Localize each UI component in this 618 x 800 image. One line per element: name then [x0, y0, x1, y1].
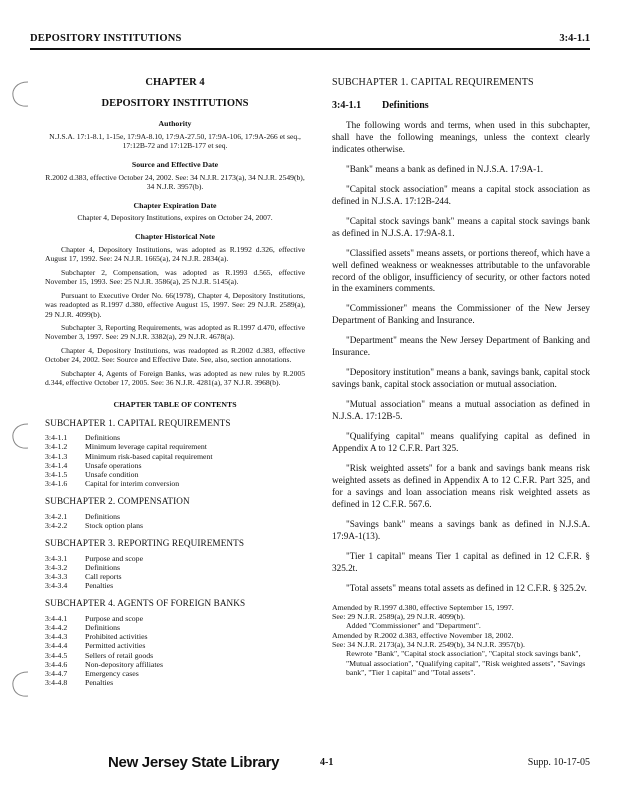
- toc-entry-number: 3:4-3.3: [45, 572, 68, 582]
- toc-subchapter-heading: SUBCHAPTER 4. AGENTS OF FOREIGN BANKS: [45, 598, 246, 609]
- toc-entry-number: 3:4-1.3: [45, 451, 68, 461]
- toc-entry-title: Penalties: [85, 581, 114, 591]
- amendment-line: Amended by R.2002 d.383, effective November 18, 2002.: [332, 630, 514, 640]
- toc-entry-number: 3:4-1.5: [45, 469, 68, 479]
- toc-entry-number: 3:4-4.1: [45, 613, 68, 623]
- toc-entry-number: 3:4-3.4: [45, 581, 68, 591]
- supplement-date: Supp. 10-17-05: [527, 757, 590, 768]
- punch-hole-mark: [8, 668, 34, 700]
- toc-entry-title: Permitted activities: [85, 641, 146, 651]
- library-stamp: New Jersey State Library: [108, 754, 280, 771]
- toc-entry-title: Definitions: [85, 623, 121, 633]
- toc-subchapter: [45, 538, 305, 590]
- toc-subchapter-heading: SUBCHAPTER 2. COMPENSATION: [45, 496, 190, 507]
- definition-paragraph: "Department" means the New Jersey Department of Banking and Insurance.: [332, 335, 590, 358]
- authority-heading: Authority: [158, 119, 192, 129]
- history-note: Subchapter 3, Reporting Requirements, was adopted as R.1997 d.470, effective November 3, 1997. See: 29 N.J.R. 3382(a), 29 N.J.R. 4678(a).: [45, 323, 305, 342]
- toc-entry-number: 3:4-4.8: [45, 678, 68, 688]
- header-rule: [30, 48, 590, 50]
- toc-entry-number: 3:4-3.2: [45, 562, 68, 572]
- header-section: 3:4-1.1: [559, 33, 590, 44]
- amendment-notes: [332, 603, 590, 678]
- subchapter-heading: SUBCHAPTER 1. CAPITAL REQUIREMENTS: [332, 77, 534, 88]
- definition-paragraph: "Total assets" means total assets as defined in 12 C.F.R. § 325.2v.: [346, 582, 587, 593]
- definition-paragraph: "Capital stock association" means a capital stock association as defined in N.J.S.A. 17:12B-244.: [332, 183, 590, 206]
- punch-hole-mark: [8, 78, 34, 110]
- toc-entry-number: 3:4-4.7: [45, 669, 68, 679]
- toc-entry-number: 3:4-4.4: [45, 641, 68, 651]
- toc-entry: [45, 470, 305, 479]
- toc-entry: [45, 461, 305, 470]
- page-footer: [30, 754, 590, 774]
- page-number: 4-1: [320, 757, 334, 768]
- toc-entry-title: Penalties: [85, 678, 114, 688]
- definition-paragraph: "Mutual association" means a mutual association as defined in N.J.S.A. 17:12B-5.: [332, 399, 590, 422]
- toc-entry: [45, 479, 305, 488]
- toc-entry-title: Call reports: [85, 572, 122, 582]
- toc-entry: [45, 563, 305, 572]
- toc-entry: [45, 442, 305, 451]
- toc-entry-title: Purpose and scope: [85, 553, 144, 563]
- toc-subchapter: [45, 418, 305, 489]
- definition-paragraph: "Bank" means a bank as defined in N.J.S.A. 17:9A-1.: [346, 163, 544, 174]
- header-title: DEPOSITORY INSTITUTIONS: [30, 33, 182, 44]
- toc-entry-title: Definitions: [85, 433, 121, 443]
- expiration-heading: Chapter Expiration Date: [133, 200, 217, 210]
- toc-entry-number: 3:4-4.2: [45, 623, 68, 633]
- toc-subchapter-heading: SUBCHAPTER 3. REPORTING REQUIREMENTS: [45, 538, 245, 549]
- toc-entry-title: Minimum leverage capital requirement: [85, 442, 207, 452]
- toc-entry: [45, 660, 305, 669]
- right-column: [332, 70, 590, 677]
- toc-entry: [45, 572, 305, 581]
- authority-text: N.J.S.A. 17:1-8.1, 1-15e, 17:9A-8.10, 17:9A-27.50, 17:9A-106, 17:9A-266 et seq., 17:12B-72 and 17:12B-177 et seq.: [49, 131, 301, 151]
- amendment-line: Rewrote "Bank", "Capital stock association", "Capital stock savings bank", "Mutual association", "Qualifying capital", "Risk weighted assets", "Savings bank", "Tier 1 capital" and "Total assets".: [346, 649, 586, 677]
- punch-hole-mark: [8, 420, 34, 452]
- toc-entry: [45, 433, 305, 442]
- toc-entry-title: Unsafe condition: [85, 469, 139, 479]
- toc-entry-title: Definitions: [85, 511, 121, 521]
- history-note: Pursuant to Executive Order No. 66(1978), Chapter 4, Depository Institutions, was readopted as R.1997 d.380, effective August 15, 1997. See: 29 N.J.R. 2589(a), 29 N.J.R. 4099(b).: [45, 290, 305, 319]
- left-column: [45, 70, 305, 687]
- toc-entry: [45, 581, 305, 590]
- section-number: 3:4-1.1: [332, 100, 362, 111]
- history-note: Subchapter 2, Compensation, was adopted as R.1993 d.565, effective November 15, 1993. See: 25 N.J.R. 3586(a), 25 N.J.R. 5145(a).: [45, 267, 305, 287]
- running-header: [30, 33, 590, 47]
- definition-paragraph: "Classified assets" means assets, or portions thereof, which have a well defined weakness or weaknesses attributable to the unfavorable record of the obligor, insufficiency of security, or other factors noted in the examiners comments.: [332, 247, 590, 294]
- toc-entry-title: Capital for interim conversion: [85, 479, 180, 489]
- toc-entry-title: Unsafe operations: [85, 460, 142, 470]
- toc-entry-number: 3:4-2.2: [45, 520, 68, 530]
- toc-entry-title: Definitions: [85, 562, 121, 572]
- toc-entry-number: 3:4-4.3: [45, 632, 68, 642]
- toc-entry-number: 3:4-4.6: [45, 659, 68, 669]
- toc-entry: [45, 554, 305, 563]
- toc-entry-title: Minimum risk-based capital requirement: [85, 451, 213, 461]
- toc-entry: [45, 669, 305, 678]
- toc-entry-number: 3:4-2.1: [45, 511, 68, 521]
- toc-entry: [45, 641, 305, 650]
- history-note: Chapter 4, Depository Institutions, was readopted as R.2002 d.383, effective October 24, 2002. See: Source and Effective Date. See, also, section annotations.: [45, 345, 305, 365]
- source-text: R.2002 d.383, effective October 24, 2002. See: 34 N.J.R. 2173(a), 34 N.J.R. 2549(b), 34 N.J.R. 3957(b).: [45, 172, 305, 192]
- toc-entry-number: 3:4-1.6: [45, 479, 68, 489]
- toc-subchapter: [45, 496, 305, 530]
- definition-paragraph: "Capital stock savings bank" means a capital stock savings bank as defined in N.J.S.A. 17:9A-8.1.: [332, 215, 590, 238]
- section-title: Definitions: [382, 100, 429, 111]
- toc-entry-title: Non-depository affiliates: [85, 659, 164, 669]
- amendment-line: Amended by R.1997 d.380, effective September 15, 1997.: [332, 602, 514, 612]
- definition-paragraph: "Risk weighted assets" for a bank and savings bank means risk weighted assets as defined in Appendix A to 12 C.F.R. Part 325, and for a savings and loan association means risk weighted assets as defined in 12 C.F.R. 567.6.: [332, 462, 590, 509]
- toc-title: CHAPTER TABLE OF CONTENTS: [113, 399, 237, 409]
- toc-entry-number: 3:4-4.5: [45, 650, 68, 660]
- toc-entry: [45, 512, 305, 521]
- toc-entry-title: Emergency cases: [85, 669, 139, 679]
- toc-entry: [45, 632, 305, 641]
- amendment-line: See: 29 N.J.R. 2589(a), 29 N.J.R. 4099(b).: [332, 611, 465, 621]
- section-heading: [332, 99, 590, 112]
- toc-entry: [45, 651, 305, 660]
- toc-entry-title: Prohibited activities: [85, 632, 148, 642]
- definition-paragraph: "Depository institution" means a bank, savings bank, capital stock savings bank, capital stock association or mutual association.: [332, 367, 590, 390]
- toc-entry-title: Purpose and scope: [85, 613, 144, 623]
- definition-paragraph: "Savings bank" means a savings bank as defined in N.J.S.A. 17:9A-1(13).: [332, 518, 590, 541]
- definition-paragraph: "Qualifying capital" means qualifying capital as defined in Appendix A to 12 C.F.R. Part 325.: [332, 431, 590, 454]
- toc-entry: [45, 521, 305, 530]
- history-note: Chapter 4, Depository Institutions, was adopted as R.1992 d.326, effective August 17, 1992. See: 24 N.J.R. 1665(a), 24 N.J.R. 2834(a).: [45, 244, 305, 264]
- amendment-line: Added "Commissioner" and "Department".: [346, 621, 481, 631]
- toc-entry: [45, 678, 305, 687]
- toc-entry-title: Stock option plans: [85, 520, 144, 530]
- toc-entry: [45, 614, 305, 623]
- chapter-title: DEPOSITORY INSTITUTIONS: [101, 98, 249, 110]
- toc-entry-number: 3:4-1.1: [45, 433, 68, 443]
- expiration-text: Chapter 4, Depository Institutions, expires on October 24, 2007.: [77, 213, 273, 223]
- history-heading: Chapter Historical Note: [135, 231, 215, 241]
- source-heading: Source and Effective Date: [131, 159, 219, 169]
- toc-entry: [45, 623, 305, 632]
- amendment-line: See: 34 N.J.R. 2173(a), 34 N.J.R. 2549(b), 34 N.J.R. 3957(b).: [332, 639, 525, 649]
- definition-paragraph: "Tier 1 capital" means Tier 1 capital as defined in 12 C.F.R. § 325.2t.: [332, 550, 590, 573]
- toc-subchapter: [45, 598, 305, 687]
- history-note: Subchapter 4, Agents of Foreign Banks, was adopted as new rules by R.2005 d.344, effective October 17, 2005. See: 36 N.J.R. 4281(a), 37 N.J.R. 3968(b).: [45, 368, 305, 388]
- definition-paragraph: The following words and terms, when used in this subchapter, shall have the following meanings, unless the context clearly indicates otherwise.: [332, 120, 590, 154]
- toc-entry-number: 3:4-3.1: [45, 553, 68, 563]
- chapter-number: CHAPTER 4: [145, 77, 205, 88]
- toc-entry-number: 3:4-1.4: [45, 460, 68, 470]
- toc-entry-title: Sellers of retail goods: [85, 650, 154, 660]
- definition-paragraph: "Commissioner" means the Commissioner of the New Jersey Department of Banking and Insurance.: [332, 303, 590, 326]
- toc-entry-number: 3:4-1.2: [45, 442, 68, 452]
- toc-entry: [45, 452, 305, 461]
- toc-subchapter-heading: SUBCHAPTER 1. CAPITAL REQUIREMENTS: [45, 417, 231, 428]
